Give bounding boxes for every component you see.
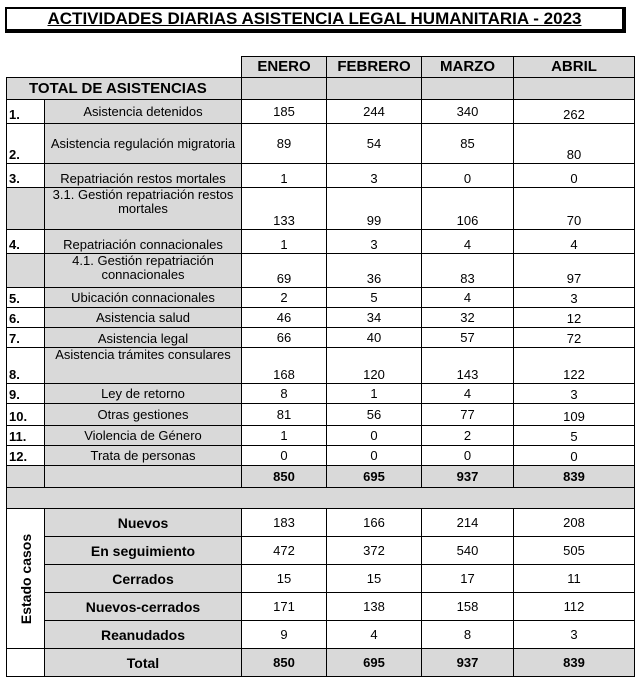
total-cell: 850 [242,466,327,488]
total-asistencias-label: TOTAL DE ASISTENCIAS [7,78,242,100]
row-index: 7. [7,328,45,348]
value-cell: 505 [514,537,635,565]
row-index: 4. [7,230,45,254]
value-cell: 3 [514,288,635,308]
value-cell: 133 [242,188,327,230]
value-cell: 120 [327,348,422,384]
header-blank [7,57,242,78]
value-cell: 11 [514,565,635,593]
row-index: 2. [7,124,45,164]
value-cell: 0 [422,164,514,188]
value-cell: 99 [327,188,422,230]
value-cell: 1 [242,230,327,254]
value-cell: 66 [242,328,327,348]
value-cell: 1 [242,164,327,188]
value-cell: 244 [327,100,422,124]
value-cell: 168 [242,348,327,384]
total-cell: 695 [327,466,422,488]
value-cell: 89 [242,124,327,164]
value-cell: 8 [422,621,514,649]
value-cell: 0 [514,164,635,188]
row-index [7,188,45,230]
blank-cell [7,649,45,677]
final-total-cell: 850 [242,649,327,677]
row-label: Asistencia regulación migratoria [45,124,242,164]
value-cell: 12 [514,308,635,328]
month-header: MARZO [422,57,514,78]
month-header: ABRIL [514,57,635,78]
value-cell: 3 [514,621,635,649]
value-cell: 183 [242,509,327,537]
row-label: 3.1. Gestión repatriación restos mortales [45,188,242,230]
value-cell: 214 [422,509,514,537]
case-label: Cerrados [45,565,242,593]
row-index: 10. [7,404,45,426]
page-title [5,7,626,33]
value-cell: 4 [422,384,514,404]
value-cell: 46 [242,308,327,328]
final-total-label: Total [45,649,242,677]
value-cell: 472 [242,537,327,565]
value-cell: 0 [242,446,327,466]
value-cell: 3 [327,230,422,254]
value-cell: 112 [514,593,635,621]
value-cell: 9 [242,621,327,649]
row-label: Violencia de Género [45,426,242,446]
blank-cell [327,78,422,100]
value-cell: 5 [514,426,635,446]
value-cell: 54 [327,124,422,164]
row-label: Trata de personas [45,446,242,466]
case-label: Nuevos-cerrados [45,593,242,621]
value-cell: 109 [514,404,635,426]
row-index: 3. [7,164,45,188]
row-index: 8. [7,348,45,384]
value-cell: 36 [327,254,422,288]
blank-cell [242,78,327,100]
value-cell: 17 [422,565,514,593]
row-index: 12. [7,446,45,466]
value-cell: 85 [422,124,514,164]
value-cell: 3 [514,384,635,404]
value-cell: 97 [514,254,635,288]
title-text: ACTIVIDADES DIARIAS ASISTENCIA LEGAL HUMANITARIA - 2023 [47,9,582,28]
row-label: Ubicación connacionales [45,288,242,308]
value-cell: 122 [514,348,635,384]
blank-cell [514,78,635,100]
final-total-cell: 839 [514,649,635,677]
value-cell: 72 [514,328,635,348]
row-index: 11. [7,426,45,446]
value-cell: 540 [422,537,514,565]
value-cell: 2 [422,426,514,446]
blank-cell [45,466,242,488]
case-label: En seguimiento [45,537,242,565]
separator-row [7,488,635,509]
value-cell: 0 [514,446,635,466]
value-cell: 2 [242,288,327,308]
row-index [7,254,45,288]
blank-cell [7,466,45,488]
value-cell: 4 [514,230,635,254]
value-cell: 138 [327,593,422,621]
value-cell: 340 [422,100,514,124]
value-cell: 77 [422,404,514,426]
month-header: FEBRERO [327,57,422,78]
value-cell: 0 [327,446,422,466]
total-cell: 937 [422,466,514,488]
final-total-cell: 695 [327,649,422,677]
value-cell: 34 [327,308,422,328]
value-cell: 4 [327,621,422,649]
value-cell: 208 [514,509,635,537]
estado-casos-label: Estado casos [17,533,34,624]
value-cell: 1 [327,384,422,404]
value-cell: 15 [327,565,422,593]
value-cell: 171 [242,593,327,621]
row-index: 9. [7,384,45,404]
row-label: 4.1. Gestión repatriación connacionales [45,254,242,288]
value-cell: 69 [242,254,327,288]
value-cell: 0 [327,426,422,446]
value-cell: 83 [422,254,514,288]
value-cell: 15 [242,565,327,593]
row-index: 6. [7,308,45,328]
value-cell: 56 [327,404,422,426]
value-cell: 372 [327,537,422,565]
blank-cell [422,78,514,100]
case-label: Reanudados [45,621,242,649]
value-cell: 166 [327,509,422,537]
value-cell: 40 [327,328,422,348]
row-label: Repatriación restos mortales [45,164,242,188]
row-label: Ley de retorno [45,384,242,404]
value-cell: 143 [422,348,514,384]
value-cell: 1 [242,426,327,446]
value-cell: 32 [422,308,514,328]
row-label: Otras gestiones [45,404,242,426]
value-cell: 5 [327,288,422,308]
row-index: 1. [7,100,45,124]
case-label: Nuevos [45,509,242,537]
assistance-table [6,56,635,677]
value-cell: 8 [242,384,327,404]
row-label: Repatriación connacionales [45,230,242,254]
value-cell: 80 [514,124,635,164]
value-cell: 4 [422,230,514,254]
total-cell: 839 [514,466,635,488]
value-cell: 3 [327,164,422,188]
value-cell: 185 [242,100,327,124]
row-label: Asistencia detenidos [45,100,242,124]
value-cell: 57 [422,328,514,348]
month-header: ENERO [242,57,327,78]
value-cell: 4 [422,288,514,308]
value-cell: 262 [514,100,635,124]
row-index: 5. [7,288,45,308]
value-cell: 70 [514,188,635,230]
row-label: Asistencia trámites consulares [45,348,242,384]
value-cell: 81 [242,404,327,426]
final-total-cell: 937 [422,649,514,677]
value-cell: 0 [422,446,514,466]
row-label: Asistencia salud [45,308,242,328]
estado-casos-cell [7,509,45,649]
value-cell: 106 [422,188,514,230]
value-cell: 158 [422,593,514,621]
row-label: Asistencia legal [45,328,242,348]
